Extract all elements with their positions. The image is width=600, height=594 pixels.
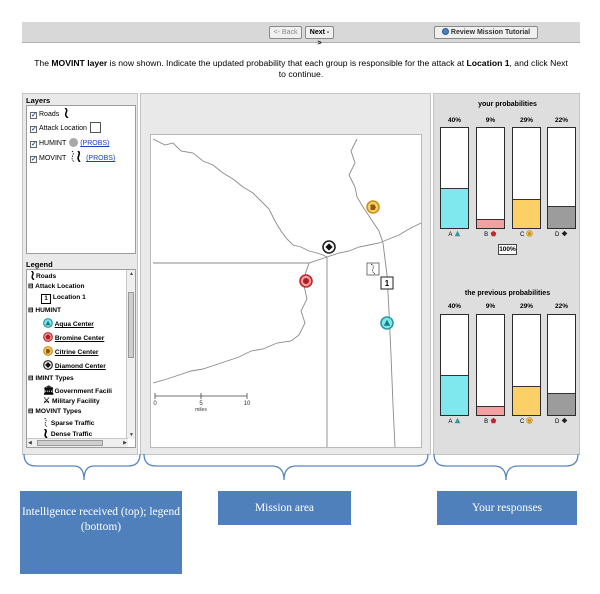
your-label-d	[547, 230, 576, 238]
movint-traffic-marker	[367, 263, 379, 275]
scroll-right-icon[interactable]: ▶	[123, 440, 127, 446]
previous-label-text-c: C	[520, 419, 526, 425]
legend-aqua	[43, 318, 94, 328]
collapse-icon[interactable]: ⊟	[28, 307, 34, 314]
your-bar-fill-d	[548, 206, 575, 228]
diamond-center-marker[interactable]	[323, 241, 335, 253]
bromine-center-icon	[43, 332, 53, 342]
scale-tick-10: 10	[243, 401, 251, 407]
previous-percent-a: 40%	[447, 303, 461, 310]
legend-bromine-label: Bromine Center	[54, 335, 105, 342]
legend-citrine-label: Citrine Center	[54, 349, 99, 356]
humint-icon	[69, 138, 78, 147]
aqua-center-icon	[43, 318, 53, 328]
instruction-location: Location 1	[466, 58, 510, 68]
your-label-text-c: C	[520, 232, 526, 238]
layers-list	[26, 105, 136, 254]
roads	[153, 139, 421, 447]
legend-location-1	[41, 293, 86, 303]
previous-label-d	[547, 417, 576, 425]
your-bar-d[interactable]	[547, 127, 576, 229]
aqua-center-icon	[454, 230, 461, 237]
tutorial-icon	[442, 28, 449, 35]
instruction-layer: MOVINT layer	[51, 58, 108, 68]
your-percent-a: 40%	[447, 117, 461, 124]
diamond-center-icon	[561, 230, 568, 237]
tutorial-label: Review Mission Tutorial	[450, 29, 531, 36]
your-label-text-a: A	[448, 232, 454, 238]
road-east	[327, 223, 421, 257]
legend-movint-label: MOVINT Types	[35, 408, 82, 415]
legend-attack-location	[28, 282, 85, 292]
previous-label-a	[440, 417, 469, 425]
previous-bar-fill-d	[548, 393, 575, 415]
citrine-center-icon	[526, 230, 533, 237]
previous-percent-d: 22%	[554, 303, 568, 310]
total-probability: 100%	[499, 246, 516, 253]
review-tutorial-button[interactable]	[434, 26, 538, 39]
previous-label-text-b: B	[484, 419, 490, 425]
road-west	[153, 257, 327, 263]
scroll-down-icon[interactable]: ▼	[129, 432, 134, 438]
layer-humint-checkbox[interactable]: ✓	[31, 141, 37, 148]
previous-percent-b: 9%	[485, 303, 496, 310]
your-label-c	[512, 230, 541, 238]
location-marker-icon: 1	[41, 294, 51, 304]
legend-humint	[28, 306, 61, 316]
legend-title: Legend	[26, 260, 53, 269]
scale-tick-5: 5	[199, 401, 203, 407]
road-southwest	[153, 263, 309, 383]
legend-government-label: Government Facili	[54, 388, 112, 395]
attack-location-icon	[90, 122, 101, 133]
attack-location-marker	[381, 277, 393, 289]
legend-attack-label: Attack Location	[35, 283, 85, 290]
legend-list	[26, 269, 136, 448]
road-east-branch	[383, 243, 395, 447]
layer-roads[interactable]	[30, 108, 71, 121]
legend-horizontal-scroll-thumb[interactable]	[37, 440, 103, 446]
previous-label-c	[512, 417, 541, 425]
previous-label-text-d: D	[555, 419, 561, 425]
citrine-center-icon	[43, 346, 53, 356]
legend-humint-label: HUMINT	[35, 307, 62, 314]
previous-label-text-a: A	[448, 419, 454, 425]
your-bar-c[interactable]	[512, 127, 541, 229]
bracket-mission	[144, 454, 428, 480]
legend-location-1-label: Location 1	[52, 294, 86, 301]
top-toolbar	[22, 22, 580, 47]
caption-intelligence: Intelligence received (top); legend (bottom)	[20, 491, 182, 574]
scale-tick-0: 0	[153, 401, 157, 407]
layer-attack-checkbox[interactable]: ✓	[31, 126, 37, 133]
road-northwest	[153, 139, 327, 257]
bracket-responses	[434, 454, 578, 480]
previous-bar-fill-c	[513, 386, 540, 415]
layers-title: Layers	[26, 96, 51, 105]
road-icon	[63, 108, 71, 118]
aqua-center-marker[interactable]	[381, 317, 393, 329]
instruction-part-1: The	[34, 58, 52, 68]
bromine-center-icon	[490, 230, 497, 237]
legend-dense-label: Dense Traffic	[50, 431, 93, 438]
attack-location-label: 1	[384, 279, 390, 288]
movint-icon	[70, 151, 84, 162]
legend-imint	[28, 374, 74, 384]
legend-movint	[28, 407, 81, 417]
your-label-text-d: D	[555, 232, 561, 238]
government-facility-icon: 🏛	[43, 385, 55, 395]
mission-area-panel	[140, 93, 431, 455]
your-bar-b[interactable]	[476, 127, 505, 229]
previous-label-b	[476, 417, 505, 425]
citrine-center-icon	[526, 417, 533, 424]
legend-bromine	[43, 332, 104, 342]
legend-horizontal-scrollbar[interactable]	[27, 438, 128, 447]
layer-humint[interactable]	[30, 137, 109, 150]
instruction-part-3: , and click Next to continue.	[278, 58, 568, 79]
previous-bar-b	[476, 314, 505, 416]
road-north	[349, 139, 383, 243]
instruction-text	[22, 58, 580, 80]
legend-diamond-label: Diamond Center	[54, 363, 106, 370]
next-button[interactable]: Next ->	[305, 26, 334, 39]
diamond-center-icon	[561, 417, 568, 424]
collapse-icon[interactable]: ⊟	[28, 408, 34, 415]
legend-vertical-scrollbar[interactable]	[126, 270, 135, 439]
sparse-traffic-icon	[43, 418, 49, 427]
collapse-icon[interactable]: ⊟	[28, 283, 34, 290]
scroll-up-icon[interactable]: ▲	[129, 271, 134, 277]
layer-attack-label: Attack Location	[39, 125, 87, 132]
map-svg	[151, 135, 423, 449]
map-canvas[interactable]	[150, 134, 422, 448]
legend-imint-label: IMINT Types	[35, 375, 74, 382]
your-percent-c: 29%	[519, 117, 533, 124]
bracket-intelligence	[24, 454, 140, 480]
legend-vertical-scroll-thumb[interactable]	[128, 292, 134, 358]
intelligence-panel	[22, 93, 138, 455]
previous-probabilities-title: the previous probabilities	[464, 290, 551, 297]
your-label-b	[476, 230, 505, 238]
map-scale-bar	[153, 393, 251, 413]
bromine-center-marker[interactable]	[300, 275, 312, 287]
diamond-center-icon	[43, 360, 53, 370]
your-bar-a[interactable]	[440, 127, 469, 229]
legend-aqua-label: Aqua Center	[54, 321, 94, 328]
military-facility-icon: ⚔	[43, 396, 51, 405]
layer-roads-checkbox[interactable]: ✓	[31, 112, 37, 119]
legend-diamond	[43, 360, 106, 370]
legend-government	[43, 385, 112, 395]
previous-bar-a	[440, 314, 469, 416]
legend-roads-label: Roads	[36, 273, 57, 280]
legend-roads	[30, 271, 56, 281]
layer-movint-checkbox[interactable]: ✓	[31, 156, 37, 163]
humint-probs-link[interactable]: (PROBS)	[80, 140, 110, 147]
dense-traffic-icon	[43, 429, 49, 438]
previous-bar-d	[547, 314, 576, 416]
scroll-left-icon[interactable]: ◀	[28, 440, 32, 446]
legend-citrine	[43, 346, 98, 356]
your-bar-fill-b	[477, 219, 504, 228]
citrine-center-marker[interactable]	[367, 201, 379, 213]
your-label-text-b: B	[484, 232, 490, 238]
back-button[interactable]: <- Back	[269, 26, 302, 39]
bromine-center-icon	[490, 417, 497, 424]
layer-movint-label: MOVINT	[39, 155, 67, 162]
your-probabilities-title: your probabilities	[478, 101, 537, 108]
previous-bar-fill-a	[441, 375, 468, 415]
movint-probs-link[interactable]: (PROBS)	[86, 155, 116, 162]
legend-sparse-label: Sparse Traffic	[50, 420, 95, 427]
your-percent-d: 22%	[554, 117, 568, 124]
your-bar-fill-a	[441, 188, 468, 228]
layer-attack-location[interactable]	[30, 122, 101, 135]
layer-roads-label: Roads	[39, 111, 60, 118]
your-bar-fill-c	[513, 199, 540, 228]
previous-percent-c: 29%	[519, 303, 533, 310]
caption-your-responses: Your responses	[437, 491, 577, 525]
previous-bar-fill-b	[477, 406, 504, 415]
layer-humint-label: HUMINT	[39, 140, 67, 147]
scale-unit: miles	[195, 407, 207, 413]
previous-bar-c	[512, 314, 541, 416]
aqua-center-icon	[454, 417, 461, 424]
legend-military-label: Military Facility	[52, 398, 100, 405]
your-label-a	[440, 230, 469, 238]
responses-panel	[433, 93, 580, 455]
legend-military	[43, 396, 100, 406]
your-percent-b: 9%	[485, 117, 496, 124]
legend-sparse	[43, 418, 94, 428]
collapse-icon[interactable]: ⊟	[28, 375, 34, 382]
instruction-part-2: is now shown. Indicate the updated probability that each group is responsible for the attack at	[107, 58, 467, 68]
caption-mission-area: Mission area	[218, 491, 351, 525]
layer-movint[interactable]	[30, 151, 115, 164]
